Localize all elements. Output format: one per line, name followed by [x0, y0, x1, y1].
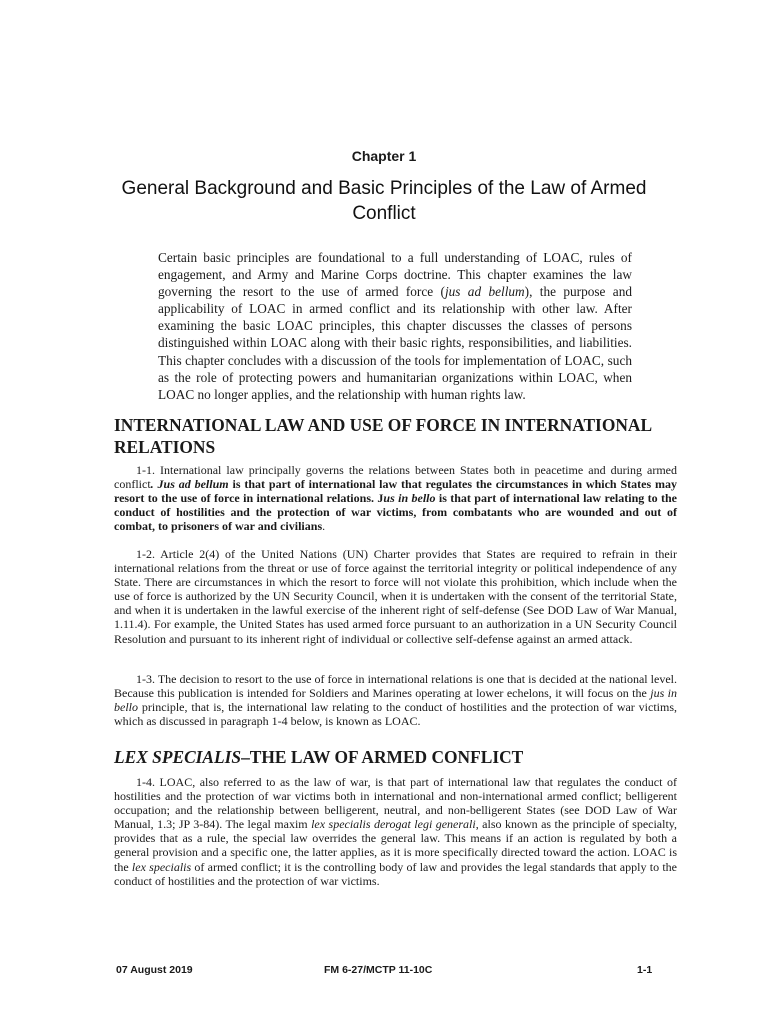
bold-text: . J	[371, 491, 384, 506]
paragraph-text: 1-4. LOAC, also referred to as the law of war, is that part of international law that regulates the conduct of hostilities and the protection of war victims both in international and non-international armed conflict; belligerent occupation; and the relationship between belligerent, neutral, and non-belligerent States (see DOD Law of War Manual, 1.3; JP 3-84). The legal maxim	[114, 775, 677, 832]
italic-term: lex specialis derogat legi generali	[311, 817, 476, 832]
italic-term: lex specialis	[131, 859, 192, 874]
bold-text: is that part of international law relating to the conduct of hostilities and the protection of war victims, from combatants who are wounded and out of combat, to prisoners of war and civilians	[114, 491, 677, 534]
paragraph-1-4	[114, 775, 677, 888]
intro-paragraph	[158, 249, 632, 403]
footer-date: 07 August 2019	[116, 964, 193, 976]
bold-italic-term: . Jus ad bellum	[150, 477, 229, 492]
paragraph-text: .	[322, 519, 326, 534]
paragraph-1-3	[114, 672, 677, 728]
bold-text: is that part of international law that regulates the circumstances in which States may resort to the use of force in international relations	[114, 477, 677, 506]
paragraph-text: 1-3. The decision to resort to the use of force in international relations is one that is decided at the national level. Because this publication is intended for Soldiers and Marines operating at lower echelons, it will focus on the	[114, 672, 677, 701]
italic-term: jus in bello	[114, 686, 677, 715]
heading-italic-part: LEX SPECIALIS	[114, 747, 242, 767]
footer-page-number: 1-1	[637, 964, 653, 976]
intro-text-continued: ), the purpose and applicability of LOAC in armed conflict and its relationship with other law. After examining the basic LOAC principles, this chapter discusses the classes of persons distinguished within LOAC along with their basic rights, responsibilities, and liabilities. This chapter concludes with a discussion of the tools for implementation of LOAC, such as the role of protecting powers and humanitarian organizations within LOAC, when LOAC no longer applies, and the relationship with human rights law.	[158, 284, 632, 402]
paragraph-text: , also known as the principle of specialty, provides that as a rule, the special law overrides the general law. This means if an action is regulated by both a general provision and a specific one, the latter applies, as it is more specifically directed toward the action. LOAC is the	[114, 817, 678, 874]
section-heading-lex-specialis	[114, 746, 674, 768]
footer-publication: FM 6-27/MCTP 11-10C	[324, 964, 433, 976]
paragraph-text: principle, that is, the international law relating to the conduct of hostilities and the protection of war victims, which as discussed in paragraph 1-4 below, is known as LOAC.	[114, 700, 677, 729]
bold-italic-term: us in bello	[383, 491, 436, 506]
paragraph-1-2: 1-2. Article 2(4) of the United Nations (UN) Charter provides that States are required to refrain in their international relations from the threat or use of force against the territorial integrity or political independence of any State. There are circumstances in which the resort to force will not violate this prohibition, which include when the use of force is authorized by the UN Security Council, when it is undertaken with the consent of the territorial State, and when it is undertaken in the lawful exercise of the inherent right of self-defense (See DOD Law of War Manual, 1.11.4). For example, the United States has used armed force pursuant to an authorization in a UN Security Council Resolution and pursuant to its inherent right of individual or collective self-defense against an armed attack.	[114, 547, 677, 646]
paragraph-1-1	[114, 463, 677, 533]
chapter-label: Chapter 1	[351, 148, 417, 164]
intro-italic-term: jus ad bellum	[444, 284, 525, 300]
heading-rest: –THE LAW OF ARMED CONFLICT	[241, 747, 524, 767]
chapter-title: General Background and Basic Principles of the Law of Armed Conflict	[121, 178, 647, 224]
paragraph-text: of armed conflict; it is the controlling body of law and provides the legal standards that apply to the conduct of hostilities and the protection of war victims.	[114, 859, 677, 888]
intro-text: Certain basic principles are foundational to a full understanding of LOAC, rules of engagement, and Army and Marine Corps doctrine. This chapter examines the law governing the resort to the use of armed force (	[158, 250, 632, 300]
paragraph-text: 1-1. International law principally governs the relations between States both in peacetime and during armed conflict	[114, 463, 677, 492]
section-heading-international-law: INTERNATIONAL LAW AND USE OF FORCE IN INTERNATIONAL RELATIONS	[114, 415, 652, 457]
